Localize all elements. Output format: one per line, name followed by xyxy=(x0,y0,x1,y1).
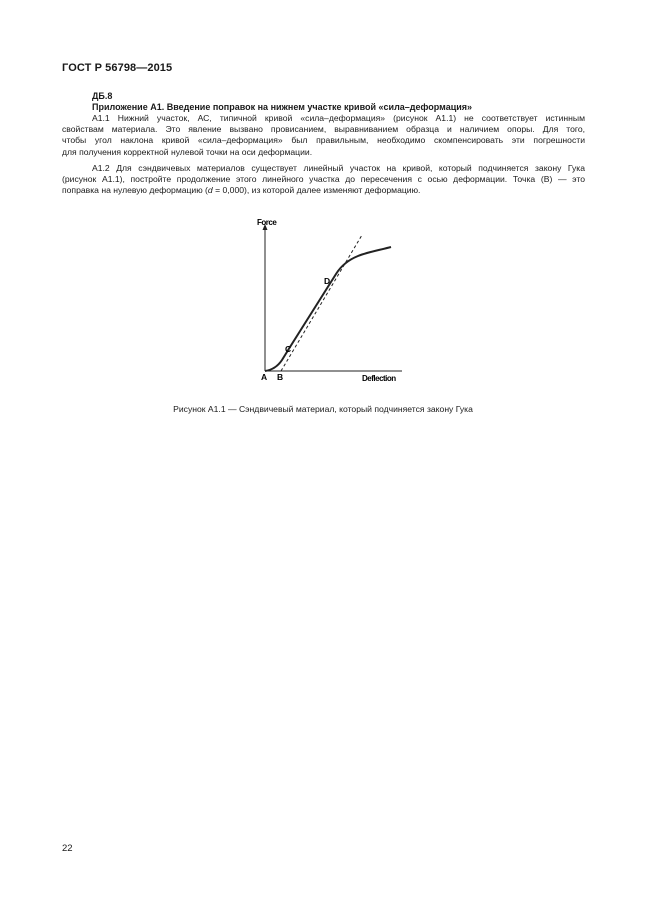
paragraph-a1-1 xyxy=(62,113,585,158)
paragraph-line: (рисунок А1.1), постройте продолжение этого линейного участка до пересечения с осью деформации. Точка (В) — это xyxy=(62,174,585,185)
paragraph-line xyxy=(62,185,585,196)
page-number: 22 xyxy=(62,843,73,854)
paragraph-line-text: поправка на нулевую деформацию (d = 0,000), из которой далее изменяют деформацию. xyxy=(62,185,421,196)
paragraph-line: А1.2 Для сэндвичевых материалов существует линейный участок на кривой, который подчиняется закону Гука xyxy=(92,163,585,173)
section-id: ДБ.8 xyxy=(92,91,113,101)
y-axis-label: Force xyxy=(257,218,277,227)
document-header: ГОСТ Р 56798—2015 xyxy=(62,62,173,74)
x-axis-label: Deflection xyxy=(362,374,396,383)
appendix-title: Приложение А1. Введение поправок на нижнем участке кривой «сила–деформация» xyxy=(92,102,473,112)
paragraph-line: А1.1 Нижний участок, АС, типичной кривой «сила–деформация» (рисунок А1.1) не соответствует истинным xyxy=(92,113,585,123)
force-deflection-diagram xyxy=(250,214,420,389)
paragraph-line: чтобы угол наклона кривой «сила–деформация» был правильным, необходимо скомпенсировать эти погрешности xyxy=(62,135,585,146)
force-deflection-curve xyxy=(265,247,391,371)
paragraph-line: для получения корректной нулевой точки на оси деформации. xyxy=(62,146,313,157)
paragraph-line: свойствам материала. Это явление вызвано провисанием, выравниванием образца и наличием опоры. Для того, xyxy=(62,124,585,135)
linear-extension-line xyxy=(281,235,362,371)
figure-caption: Рисунок А1.1 — Сэндвичевый материал, который подчиняется закону Гука xyxy=(173,404,473,414)
point-a-label: A xyxy=(261,372,268,382)
point-b-label: B xyxy=(277,372,284,382)
point-c-label: C xyxy=(285,344,292,354)
point-d-label: D xyxy=(324,276,331,286)
paragraph-a1-2 xyxy=(62,163,585,197)
force-deflection-figure xyxy=(250,214,420,389)
